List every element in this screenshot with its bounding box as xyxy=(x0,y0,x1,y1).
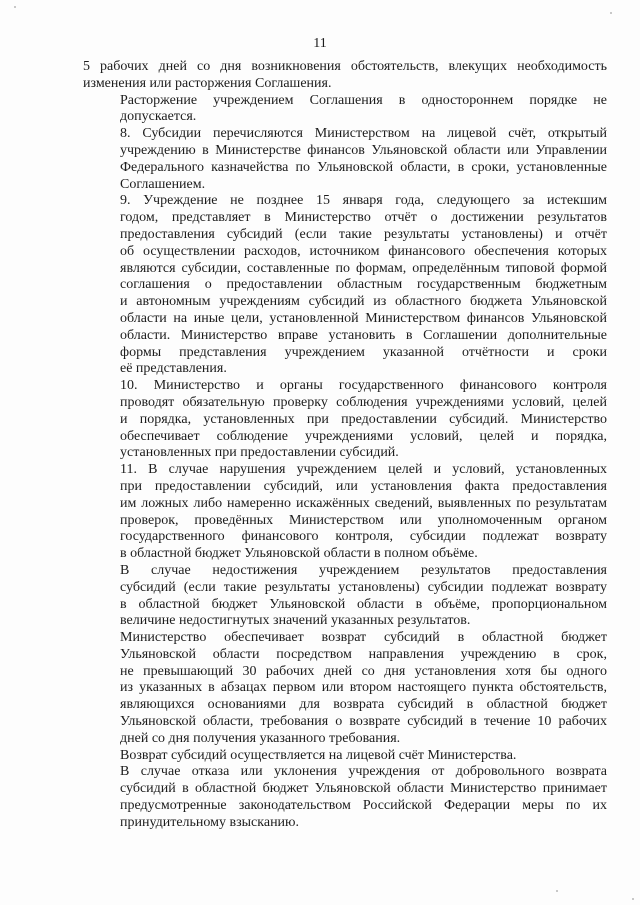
text-line: и порядка, установленных при предоставлении субсидий. Министерство xyxy=(120,411,607,427)
text-line: Ульяновской области посредством направления учреждению в срок, xyxy=(120,646,607,662)
text-line: Ульяновской области, требования о возврате субсидий в течение 10 рабочих xyxy=(120,714,607,730)
text-line: в областной бюджет Ульяновской области в полном объёме. xyxy=(120,546,478,562)
paragraph-item-10 xyxy=(83,378,607,462)
text-line: допускается. xyxy=(120,109,197,125)
scan-speck xyxy=(14,6,16,8)
scan-speck xyxy=(556,890,558,892)
text-line: 10. Министерство и органы государственного финансового контроля xyxy=(120,378,607,394)
scan-speck xyxy=(632,898,634,900)
text-line: являющихся основаниями для возврата субсидий в областной бюджет xyxy=(120,697,607,713)
text-line: субсидий (если такие результаты установлены) субсидии подлежат возврату xyxy=(120,579,607,595)
text-line: её представления. xyxy=(120,361,227,377)
text-line: установленных при предоставлении субсидий. xyxy=(120,445,399,461)
paragraph-continuation xyxy=(83,59,607,93)
paragraph-refund-account xyxy=(83,748,607,765)
text-line: и автономным учреждениям субсидий из областного бюджета Ульяновской xyxy=(120,294,607,310)
text-line: В случае отказа или уклонения учреждения от добровольного возврата xyxy=(120,764,607,780)
text-line: области. Министерство вправе установить в Соглашении дополнительные xyxy=(120,327,607,343)
page-number: 11 xyxy=(313,36,327,51)
text-line: В случае недостижения учреждением результатов предоставления xyxy=(120,562,607,578)
text-line: Министерство обеспечивает возврат субсидий в областной бюджет xyxy=(120,630,607,646)
text-line: Федерального казначейства по Ульяновской области, в сроки, установленные xyxy=(120,159,607,175)
scan-speck xyxy=(610,12,612,14)
text-line: проводят обязательную проверку соблюдения учреждениями условий, целей xyxy=(120,394,607,410)
paragraph-enforced-recovery xyxy=(83,764,607,831)
paragraph-item-9 xyxy=(83,193,607,378)
text-line: 8. Субсидии перечисляются Министерством на лицевой счёт, открытый xyxy=(120,126,607,142)
text-line: формы представления учреждением указанной отчётности и сроки xyxy=(120,344,607,360)
text-line: из указанных в абзацах первом или втором настоящего пункта обстоятельств, xyxy=(120,680,607,696)
text-line: обеспечивает соблюдение учреждениями условий, целей и порядка, xyxy=(120,428,607,444)
text-line: предоставления субсидий (если такие результаты установлены) и отчёт xyxy=(120,226,607,242)
text-line: Соглашением. xyxy=(120,176,206,192)
paragraph-item-8 xyxy=(83,126,607,193)
text-line: 11. В случае нарушения учреждением целей и условий, установленных xyxy=(120,462,607,478)
text-line: области на иные цели, установленной Министерством финансов Ульяновской xyxy=(120,310,607,326)
text-line: величине недостигнутых значений указанных результатов. xyxy=(120,613,471,629)
text-line: Возврат субсидий осуществляется на лицевой счёт Министерства. xyxy=(120,747,517,763)
text-line: Расторжение учреждением Соглашения в одностороннем порядке не xyxy=(120,92,607,108)
text-line: в областной бюджет Ульяновской области в объёме, пропорциональном xyxy=(120,596,607,612)
text-line: являются субсидии, составленные по формам, определённым типовой формой xyxy=(120,260,607,276)
text-line: 9. Учреждение не позднее 15 января года, следующего за истекшим xyxy=(120,193,607,209)
document-body xyxy=(83,59,607,832)
text-line: субсидий в областной бюджет Ульяновской области Министерство принимает xyxy=(120,781,607,797)
text-line: соглашения о предоставлении областным государственным бюджетным xyxy=(120,277,607,293)
text-line: при предоставлении субсидий, или установления факта предоставления xyxy=(120,478,607,494)
paragraph-nonachievement xyxy=(83,563,607,630)
text-line: учреждению в Министерстве финансов Ульяновской области или Управлении xyxy=(120,142,607,158)
text-line: им ложных либо намеренно искажённых сведений, выявленных по результатам xyxy=(120,495,607,511)
text-line: предусмотренные законодательством Российской Федерации меры по их xyxy=(120,798,607,814)
paragraph-item-11 xyxy=(83,462,607,563)
paragraph-termination xyxy=(83,93,607,127)
text-line: проверок, проведённых Министерством или уполномоченным органом xyxy=(120,512,607,528)
text-line: дней со дня получения указанного требования. xyxy=(120,730,401,746)
text-line: годом, представляет в Министерство отчёт о достижении результатов xyxy=(120,210,607,226)
paragraph-refund-procedure xyxy=(83,630,607,748)
text-line: 5 рабочих дней со дня возникновения обстоятельств, влекущих необходимость xyxy=(83,59,607,74)
text-line: государственного финансового контроля, субсидии подлежат возврату xyxy=(120,529,607,545)
text-line: изменения или расторжения Соглашения. xyxy=(83,75,332,91)
text-line: принудительному взысканию. xyxy=(120,814,300,830)
text-line: не превышающий 30 рабочих дней со дня установления хотя бы одного xyxy=(120,663,607,679)
text-line: об осуществлении расходов, источником финансового обеспечения которых xyxy=(120,243,607,259)
